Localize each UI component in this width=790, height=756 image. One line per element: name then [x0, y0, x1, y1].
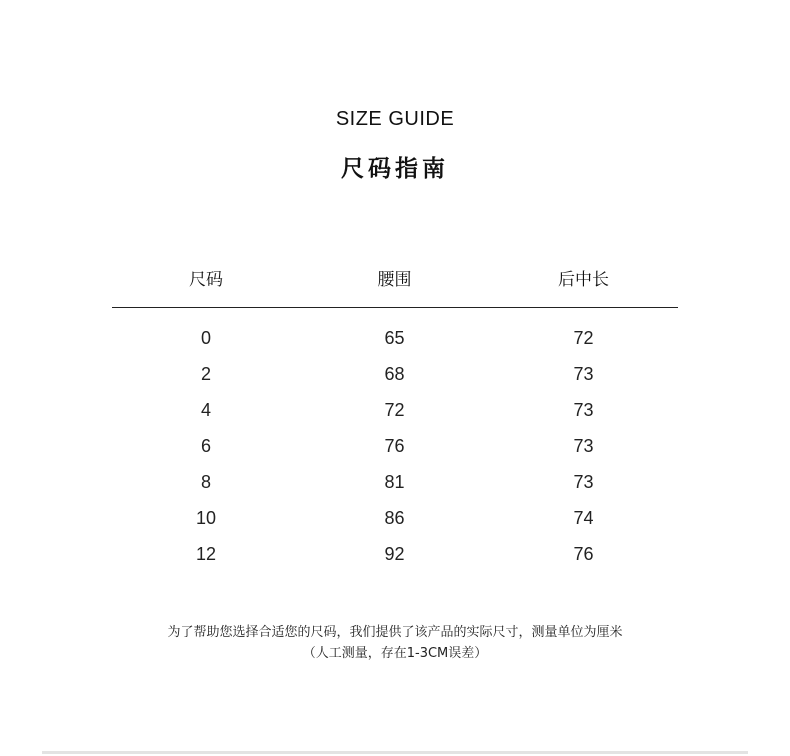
- size-cell: 2: [200, 364, 211, 384]
- table-row: [112, 392, 678, 428]
- size-cell: 8: [200, 472, 211, 492]
- back-length-cell: 73: [573, 400, 594, 420]
- back-length-cell: 74: [573, 508, 594, 528]
- size-cell: 4: [200, 400, 211, 420]
- waist-cell: 68: [384, 364, 405, 384]
- size-cell: 6: [200, 436, 211, 456]
- waist-cell: 81: [384, 472, 405, 492]
- waist-cell: 86: [384, 508, 405, 528]
- back-length-cell: 73: [573, 364, 594, 384]
- table-row: [112, 464, 678, 500]
- size-cell: 12: [195, 544, 217, 564]
- column-header-size: 尺码: [189, 270, 223, 290]
- page-title-zh: 尺码指南: [341, 156, 449, 182]
- column-header-back-length: 后中长: [558, 270, 609, 290]
- measurement-note-line-1: 为了帮助您选择合适您的尺码，我们提供了该产品的实际尺寸，测量单位为厘米: [167, 625, 623, 640]
- back-length-cell: 76: [573, 544, 594, 564]
- table-row: [112, 536, 678, 572]
- table-body: [112, 308, 678, 572]
- back-length-cell: 73: [573, 436, 594, 456]
- column-header-waist: 腰围: [377, 270, 412, 290]
- page-title-en: SIZE GUIDE: [335, 108, 455, 130]
- waist-cell: 65: [384, 328, 405, 348]
- waist-cell: 72: [384, 400, 405, 420]
- back-length-cell: 73: [573, 472, 594, 492]
- measurement-note-line-2: （人工测量，存在1-3CM误差）: [302, 646, 488, 661]
- table-row: [112, 500, 678, 536]
- table-row: [112, 428, 678, 464]
- size-cell: 10: [195, 508, 217, 528]
- table-header: [112, 262, 678, 308]
- size-cell: 0: [200, 328, 211, 348]
- table-row: [112, 320, 678, 356]
- bottom-divider: [42, 751, 748, 754]
- size-table: [112, 262, 678, 572]
- waist-cell: 76: [384, 436, 405, 456]
- back-length-cell: 72: [573, 328, 594, 348]
- measurement-note: [0, 622, 790, 664]
- waist-cell: 92: [384, 544, 405, 564]
- table-row: [112, 356, 678, 392]
